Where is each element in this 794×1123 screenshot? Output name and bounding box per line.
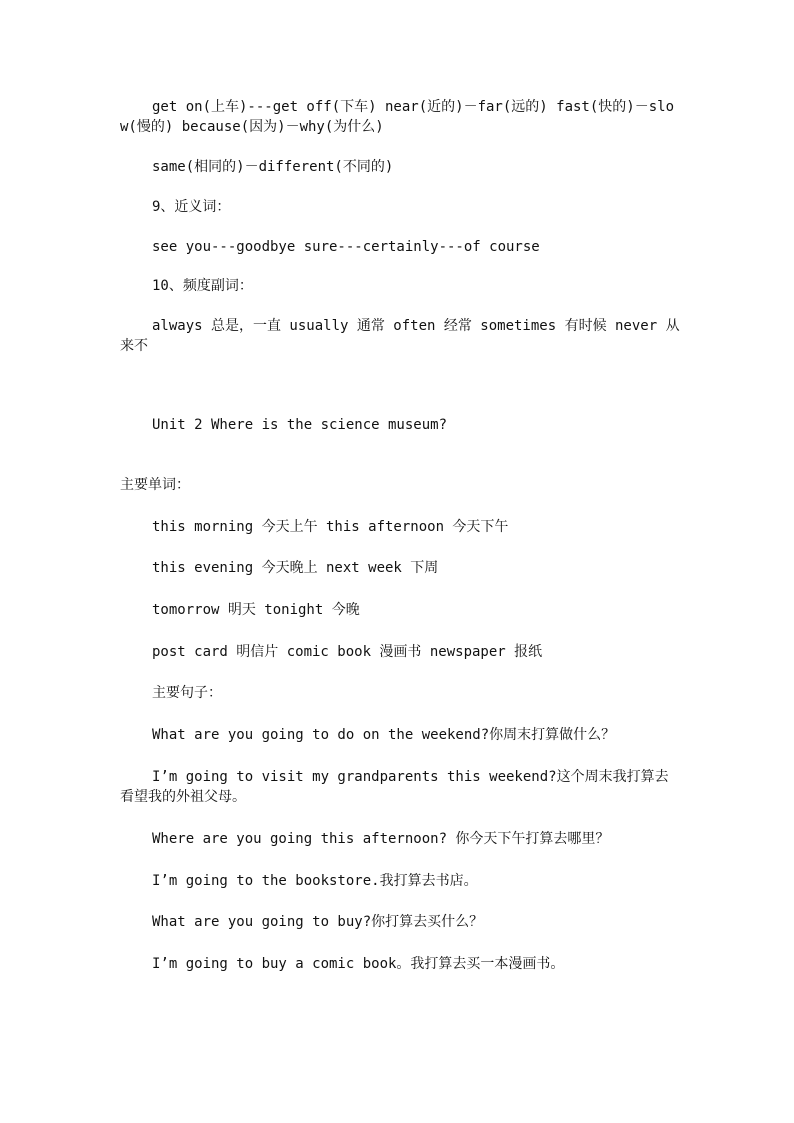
sentence-line-6: I’m going to buy a comic book。我打算去买一本漫画书。	[152, 956, 565, 972]
section-heading-frequency-adverbs: 10、频度副词：	[152, 278, 253, 294]
vocab-line-1: this morning 今天上午 this afternoon 今天下午	[152, 519, 509, 535]
section-heading-main-sentences: 主要句子：	[152, 685, 222, 701]
unit-title: Unit 2 Where is the science museum?	[152, 417, 448, 433]
sentence-line-3: Where are you going this afternoon? 你今天下午打算去哪里？	[152, 831, 610, 847]
sentence-line-1: What are you going to do on the weekend?你周末打算做什么？	[152, 727, 616, 743]
section-heading-main-words: 主要单词：	[120, 477, 190, 493]
vocab-line-4: post card 明信片 comic book 漫画书 newspaper 报纸	[152, 644, 543, 660]
synonym-line: see you---goodbye sure---certainly---of course	[152, 239, 540, 255]
vocab-line-2: this evening 今天晚上 next week 下周	[152, 560, 439, 576]
sentence-line-5: What are you going to buy?你打算去买什么？	[152, 914, 484, 930]
sentence-line-2: I’m going to visit my grandparents this weekend?这个周末我打算去看望我的外祖父母。	[120, 769, 669, 805]
section-heading-synonyms: 9、近义词：	[152, 199, 231, 215]
antonym-pairs-line: get on(上车)---get off(下车) near(近的)－far(远的) fast(快的)－slow(慢的) because(因为)－why(为什么)	[120, 99, 675, 135]
antonym-same-different: same(相同的)－different(不同的)	[152, 159, 394, 175]
frequency-adverbs-line: always 总是，一直 usually 通常 often 经常 sometimes 有时候 never 从来不	[120, 318, 680, 354]
vocab-line-3: tomorrow 明天 tonight 今晚	[152, 602, 360, 618]
sentence-line-4: I’m going to the bookstore.我打算去书店。	[152, 873, 478, 889]
